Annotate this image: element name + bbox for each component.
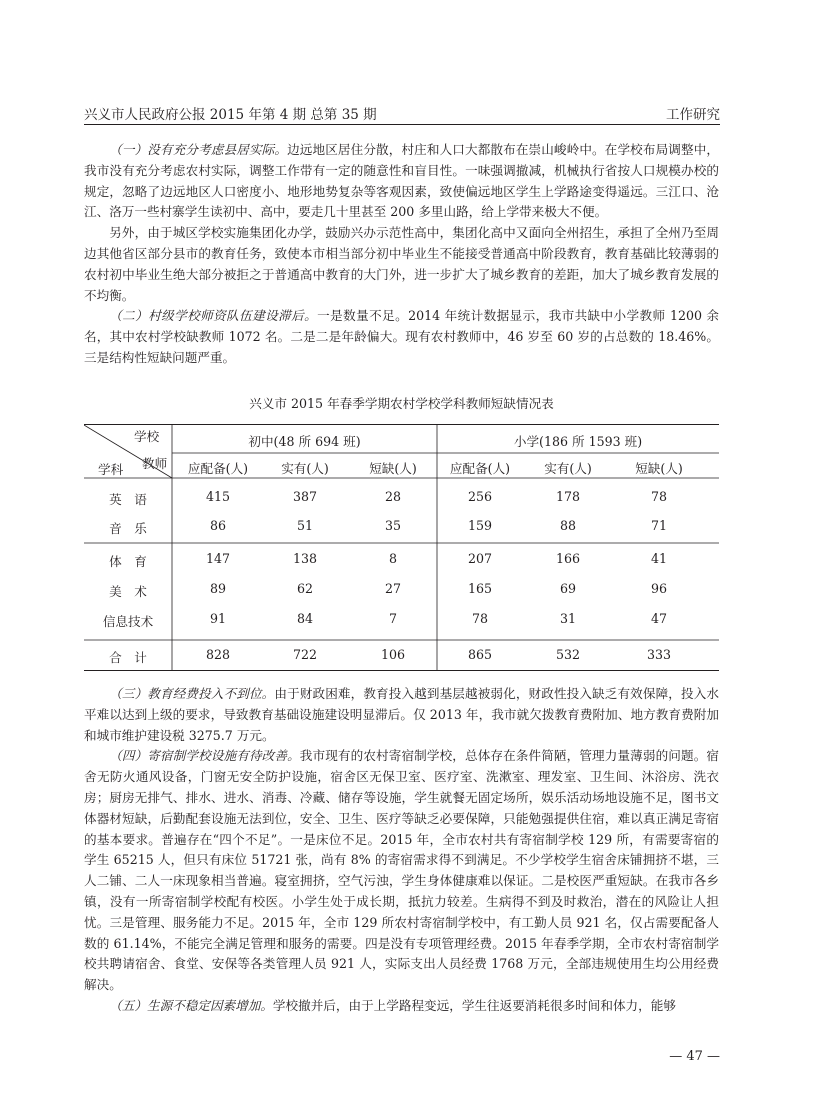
text-block-bottom	[84, 684, 719, 1017]
page-header	[84, 100, 720, 125]
column-header: 应配备(人)	[449, 461, 511, 476]
table-cell: 84	[296, 611, 314, 626]
table-cell: 8	[388, 551, 397, 566]
table-cell: 88	[559, 518, 577, 533]
table-cell: 415	[205, 489, 231, 504]
table-cell: 89	[209, 581, 227, 596]
table-cell: 78	[650, 489, 668, 504]
table-cell: 333	[646, 647, 672, 662]
table-cell: 28	[384, 489, 402, 504]
paragraph-text: 我市现有的农村寄宿制学校，总体存在条件简陋，管理力量薄弱的问题。宿舍无防火通风设备，门窗无安全防护设施，宿舍区无保卫室、医疗室、洗漱室、理发室、卫生间、沐浴房、洗衣房；厨房无排气、排水、进水、消毒、冷藏、储存等设施，学生就餐无固定场所，娱乐活动场地设施不足，图书文体器材短缺，后勤配套设施无法到位，安全、卫生、医疗等缺乏必要保障，只能勉强提供住宿，难以真正满足寄宿的基本要求。普遍存在“四个不足”。一是床位不足。2015 年，全市农村共有寄宿制学校 129 所，有需要寄宿的学生 65215 人，但只有床位 51721 张，尚有 8% 的寄宿需求得不到满足。不少学校学生宿舍床铺拥挤不堪，三人二铺、二人一床现象相当普遍。寝室拥挤，空气污浊，学生身体健康难以保证。二是校医严重短缺。在我市各乡镇，没有一所寄宿制学校配有校医。小学生处于成长期，抵抗力较差。生病得不到及时救治，潜在的风险让人担忧。三是管理、服务能力不足。2015 年，全市 129 所农村寄宿制学校中，有工勤人员 921 名，仅占需要配备人数的 61.14%，不能完全满足管理和服务的需要。四是没有专项管理经费。2015 年春季学期，全市农村寄宿制学校共聘请宿舍、食堂、安保等各类管理人员 921 人，实际支出人员经费 1768 万元，全部违规使用生均公用经费解决。	[84, 748, 720, 993]
paragraph-text: 一是数量不足。2014 年统计数据显示，我市共缺中小学教师 1200 余名，其中农村学校缺教师 1072 名。二是二是年龄偏大。现有农村教师中，46 岁至 60 岁的占总数的 18.46%。三是结构性短缺问题严重。	[84, 308, 720, 365]
paragraph-text: 学校撤并后，由于上学路程变远，学生往返要消耗很多时间和体力，能够	[272, 997, 676, 1013]
section-heading: （一）没有充分考虑县居实际。	[109, 142, 288, 157]
table-cell: 159	[467, 518, 493, 533]
table-cell: 166	[555, 551, 581, 566]
paragraph	[84, 746, 719, 996]
table-cell: 62	[296, 581, 314, 596]
section-heading: （四）寄宿制学校设施有待改善。	[109, 748, 300, 764]
section-heading: （二）村级学校师资队伍建设滞后。	[109, 308, 318, 324]
column-title: 工作研究	[666, 107, 720, 123]
table-cell: 828	[205, 647, 231, 662]
table-cell: 41	[650, 551, 668, 566]
column-header: 实有(人)	[281, 461, 329, 476]
column-header: 短缺(人)	[635, 461, 683, 476]
column-header: 短缺(人)	[369, 461, 417, 476]
table-cell: 47	[650, 611, 668, 626]
shortage-table	[84, 424, 719, 671]
table-cell: 106	[380, 647, 406, 662]
table-title: 兴义市 2015 年春季学期农村学校学科教师短缺情况表	[249, 396, 554, 411]
column-header: 实有(人)	[544, 461, 592, 476]
table-cell: 7	[388, 611, 397, 626]
row-subject-label: 信息技术	[102, 614, 154, 629]
table-cell: 86	[209, 518, 227, 533]
table-cell: 865	[467, 647, 493, 662]
group-header-primary: 小学(186 所 1593 班)	[513, 434, 643, 449]
paragraph	[84, 140, 719, 223]
row-subject-label: 英 语	[109, 492, 147, 507]
paragraph-text: 另外，由于城区学校实施集团化办学，鼓励兴办示范性高中，集团化高中又面向全州招生，承担了全州乃至周边其他省区部分县市的教育任务，致使本市相当部分初中毕业生不能接受普通高中阶段教育，教育基础比较薄弱的农村初中毕业生绝大部分被拒之于普通高中教育的大门外，进一步扩大了城乡教育的差距，加大了城乡教育发展的不均衡。	[84, 225, 719, 303]
corner-subject-label: 学科	[98, 462, 124, 477]
paragraph	[84, 996, 719, 1017]
table-cell: 35	[384, 518, 402, 533]
paragraph-text: 由于财政困难，教育投入越到基层越被弱化，财政性投入缺乏有效保障，投入水平难以达到上级的要求，导致教育基础设施建设明显滞后。仅 2013 年，我市就欠拨教育费附加、地方教育费附加和城市维护建设税 3275.7 万元。	[84, 686, 720, 743]
table-cell: 207	[467, 551, 493, 566]
table-cell: 138	[292, 551, 318, 566]
table-cell: 51	[296, 518, 314, 533]
table-cell: 69	[559, 581, 577, 596]
table-cell: 722	[292, 647, 318, 662]
journal-title: 兴义市人民政府公报 2015 年第 4 期 总第 35 期	[84, 107, 377, 123]
corner-school-label: 学校	[134, 429, 160, 444]
table-cell: 178	[555, 489, 581, 504]
text-block-top	[84, 140, 719, 369]
section-heading: （五）生源不稳定因素增加。	[109, 997, 273, 1013]
table-cell: 147	[205, 551, 231, 566]
paragraph	[84, 684, 719, 746]
row-subject-label: 音 乐	[109, 521, 147, 536]
paragraph-text: 边远地区居住分散，村庄和人口大都散布在崇山峻岭中。在学校布局调整中，我市没有充分考虑农村实际，调整工作带有一定的随意性和盲目性。一味强调撤减，机械执行省按人口规模办校的规定，忽略了边远地区人口密度小、地形地势复杂等客观因素，致使偏远地区学生上学路途变得遥远。三江口、沧江、洛万一些村寨学生读初中、高中，要走几十里甚至 200 多里山路，给上学带来极大不便。	[84, 142, 720, 220]
section-heading: （三）教育经费投入不到位。	[109, 686, 275, 701]
table-cell: 96	[650, 581, 668, 596]
corner-teacher-label: 教师	[142, 456, 168, 471]
column-header: 应配备(人)	[187, 461, 249, 476]
paragraph	[84, 306, 719, 368]
table-cell: 91	[209, 611, 227, 626]
page-number: — 47 —	[669, 1049, 720, 1064]
row-subject-label: 美 术	[109, 584, 147, 599]
row-subject-label: 体 育	[109, 554, 147, 569]
table-cell: 256	[467, 489, 493, 504]
table-cell: 31	[559, 611, 577, 626]
table-cell: 27	[384, 581, 402, 596]
group-header-junior: 初中(48 所 694 班)	[248, 434, 361, 449]
row-subject-label: 合 计	[109, 650, 147, 665]
table-cell: 532	[555, 647, 581, 662]
table-cell: 71	[650, 518, 668, 533]
table-cell: 387	[292, 489, 318, 504]
table-cell: 165	[467, 581, 493, 596]
table-cell: 78	[471, 611, 489, 626]
paragraph	[84, 223, 719, 306]
